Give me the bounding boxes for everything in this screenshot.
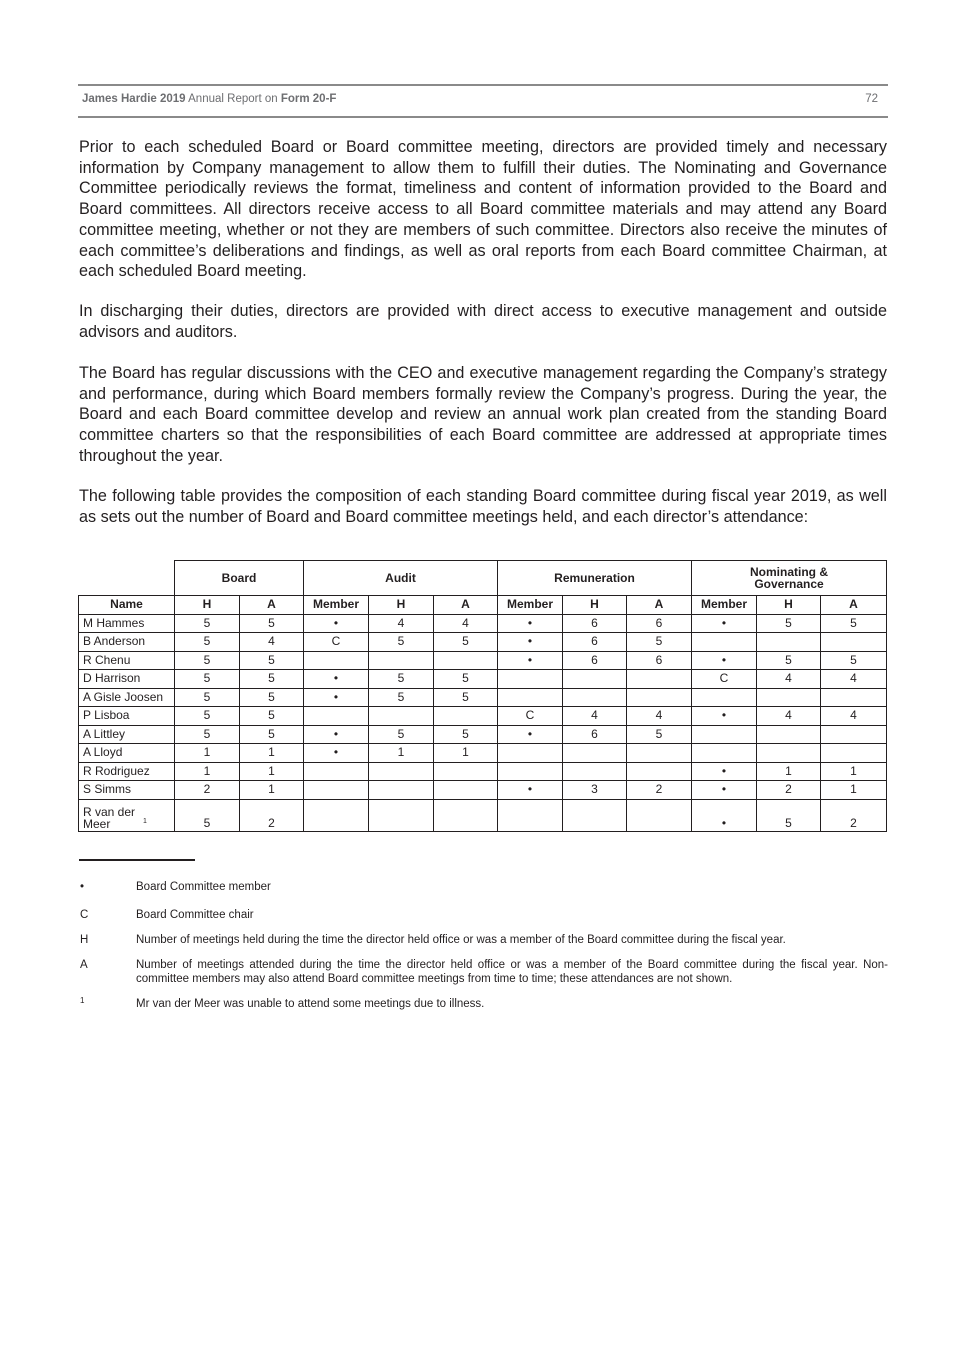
table-cell: 1	[240, 781, 304, 800]
table-cell	[563, 688, 627, 707]
table-cell: 4	[757, 670, 821, 689]
table-cell	[627, 744, 692, 763]
table-cell	[692, 725, 757, 744]
table-row	[79, 707, 887, 726]
table-cell: •	[498, 651, 563, 670]
director-name: D Harrison	[79, 670, 175, 689]
table-cell	[821, 744, 887, 763]
table-cell	[498, 688, 563, 707]
column-header: A	[627, 596, 692, 615]
table-cell: •	[304, 688, 369, 707]
table-cell: 5	[627, 725, 692, 744]
table-cell: 5	[175, 725, 240, 744]
footnote-rule	[79, 859, 195, 861]
table-cell: 4	[757, 707, 821, 726]
table-cell: 5	[757, 799, 821, 831]
attendance-table-body	[79, 614, 887, 831]
table-cell: 5	[369, 725, 434, 744]
table-cell	[627, 762, 692, 781]
table-cell	[692, 633, 757, 652]
table-cell	[498, 744, 563, 763]
table-cell: 2	[240, 799, 304, 831]
table-cell: •	[498, 781, 563, 800]
table-cell: 6	[563, 725, 627, 744]
table-row	[79, 633, 887, 652]
table-row	[79, 799, 887, 831]
table-cell: •	[692, 762, 757, 781]
table-cell: 1	[821, 781, 887, 800]
column-header: A	[240, 596, 304, 615]
table-cell: 5	[434, 725, 498, 744]
header-rule-top	[78, 84, 888, 86]
page-header	[82, 93, 878, 105]
table-cell: 1	[175, 762, 240, 781]
table-cell: 5	[175, 799, 240, 831]
table-cell: 5	[757, 651, 821, 670]
table-cell: 6	[563, 614, 627, 633]
table-row	[79, 744, 887, 763]
director-name: A Littley	[79, 725, 175, 744]
table-cell	[498, 762, 563, 781]
column-header: Member	[304, 596, 369, 615]
table-cell	[304, 781, 369, 800]
table-cell: 4	[821, 707, 887, 726]
table-row	[79, 688, 887, 707]
director-name-text: R van der Meer	[83, 804, 136, 831]
table-row	[79, 781, 887, 800]
table-cell: 1	[175, 744, 240, 763]
nominating-governance-label: Nominating & Governance	[750, 564, 828, 591]
table-cell: 5	[240, 614, 304, 633]
table-cell: 5	[240, 707, 304, 726]
table-cell	[563, 670, 627, 689]
table-cell: 5	[821, 651, 887, 670]
legend-text: Number of meetings attended during the time the director held office or was a member of the Board committee during the fiscal year. Non-committee members may also attend Board committee meetings from time to time; these attendances are not shown.	[136, 959, 888, 985]
director-name: A Gisle Joosen	[79, 688, 175, 707]
table-row	[79, 725, 887, 744]
table-cell: 1	[240, 744, 304, 763]
column-header: Member	[498, 596, 563, 615]
table-cell	[434, 707, 498, 726]
table-cell: •	[692, 651, 757, 670]
column-header: A	[434, 596, 498, 615]
table-cell: 5	[369, 633, 434, 652]
table-cell	[434, 762, 498, 781]
table-cell	[627, 799, 692, 831]
table-cell: 6	[563, 651, 627, 670]
table-cell: C	[304, 633, 369, 652]
table-cell: 5	[240, 725, 304, 744]
table-row	[79, 651, 887, 670]
table-cell	[304, 651, 369, 670]
director-name: M Hammes	[79, 614, 175, 633]
director-name: A Lloyd	[79, 744, 175, 763]
table-cell: 4	[240, 633, 304, 652]
attendance-table	[78, 560, 887, 832]
legend-text: Number of meetings held during the time the director held office or was a member of the Board committee during the fiscal year.	[136, 934, 786, 946]
page-number: 72	[865, 93, 878, 105]
table-cell: C	[692, 670, 757, 689]
table-row	[79, 762, 887, 781]
footnote-marker: 1	[143, 817, 147, 825]
paragraph-table-intro: The following table provides the composition of each standing Board committee during fiscal year 2019, as well as sets out the number of Board and Board committee meetings held, and each director’s attendance:	[79, 487, 887, 526]
table-cell	[369, 781, 434, 800]
column-header: A	[821, 596, 887, 615]
table-cell: 2	[627, 781, 692, 800]
table-cell	[369, 651, 434, 670]
column-header-row	[79, 596, 887, 615]
table-cell: 5	[434, 670, 498, 689]
group-header-audit: Audit	[304, 561, 498, 596]
table-cell	[498, 670, 563, 689]
table-cell: 5	[175, 670, 240, 689]
table-cell: •	[498, 614, 563, 633]
table-cell: 4	[627, 707, 692, 726]
table-cell: •	[304, 614, 369, 633]
paragraph-regular-discussions: The Board has regular discussions with the CEO and executive management regarding the Company’s strategy and performance, during which Board members formally review the Company’s progress. During the year, the Board and each Board committee develop and review an annual work plan created from the standing Board committee charters so that the responsibilities of each Board committee are addressed at appropriate times throughout the year.	[79, 364, 887, 465]
blank-corner	[79, 561, 175, 596]
table-cell: 1	[434, 744, 498, 763]
group-header-nominating-governance	[692, 561, 887, 596]
table-cell: 5	[434, 633, 498, 652]
table-cell: •	[692, 707, 757, 726]
table-cell: 5	[627, 633, 692, 652]
table-cell: 1	[821, 762, 887, 781]
table-cell: 5	[369, 670, 434, 689]
table-cell: 5	[175, 688, 240, 707]
director-name: B Anderson	[79, 633, 175, 652]
director-name: S Simms	[79, 781, 175, 800]
table-cell: 6	[563, 633, 627, 652]
table-cell: •	[304, 725, 369, 744]
table-cell: 5	[240, 688, 304, 707]
table-cell: 5	[175, 707, 240, 726]
table-cell	[304, 707, 369, 726]
bullet-icon: •	[80, 881, 85, 893]
table-cell: •	[304, 744, 369, 763]
table-cell: 4	[821, 670, 887, 689]
table-cell: 4	[369, 614, 434, 633]
table-cell	[369, 799, 434, 831]
legend-key: C	[80, 909, 89, 921]
legend-key: A	[80, 959, 88, 971]
column-header: H	[175, 596, 240, 615]
table-cell	[821, 633, 887, 652]
table-cell	[304, 799, 369, 831]
table-cell: 2	[757, 781, 821, 800]
table-cell	[498, 799, 563, 831]
table-cell	[692, 688, 757, 707]
table-cell: •	[498, 633, 563, 652]
table-cell	[692, 744, 757, 763]
table-cell	[757, 633, 821, 652]
column-header: H	[757, 596, 821, 615]
table-cell: 4	[563, 707, 627, 726]
column-header: H	[563, 596, 627, 615]
footnote-marker: 1	[80, 996, 85, 1005]
table-cell	[757, 744, 821, 763]
director-name	[79, 799, 175, 831]
table-cell	[369, 762, 434, 781]
table-row	[79, 670, 887, 689]
table-cell: •	[692, 781, 757, 800]
group-header-row	[79, 561, 887, 596]
table-cell: 5	[175, 614, 240, 633]
table-cell: 6	[627, 651, 692, 670]
header-middle: Annual Report on	[185, 93, 281, 105]
table-cell: 5	[175, 651, 240, 670]
table-cell: 5	[240, 651, 304, 670]
column-header: H	[369, 596, 434, 615]
group-header-remuneration: Remuneration	[498, 561, 692, 596]
director-name: R Chenu	[79, 651, 175, 670]
table-cell: C	[498, 707, 563, 726]
director-name: R Rodriguez	[79, 762, 175, 781]
paragraph-board-information: Prior to each scheduled Board or Board committee meeting, directors are provided timely and necessary information by Company management to allow them to fulfill their duties. The Nominating and Governance Committee periodically reviews the format, timeliness and content of information provided to the Board and Board committees. All directors receive access to all Board committee materials and may attend any Board committee meeting, whether or not they are members of such committee. Directors also receive the minutes of each committee’s deliberations and findings, as well as oral reports from each Board committee Chairman, at each scheduled Board meeting.	[79, 138, 887, 281]
table-cell: 5	[175, 633, 240, 652]
table-cell	[821, 725, 887, 744]
table-cell: 5	[821, 614, 887, 633]
director-name: P Lisboa	[79, 707, 175, 726]
table-cell	[563, 744, 627, 763]
table-cell: •	[692, 614, 757, 633]
table-cell	[757, 725, 821, 744]
table-cell	[434, 799, 498, 831]
table-cell	[627, 670, 692, 689]
table-row	[79, 614, 887, 633]
table-cell: 4	[434, 614, 498, 633]
legend-text: Board Committee chair	[136, 909, 254, 921]
table-cell: 5	[757, 614, 821, 633]
table-cell: 1	[240, 762, 304, 781]
table-cell: 1	[757, 762, 821, 781]
table-cell	[821, 688, 887, 707]
footnote-text: Mr van der Meer was unable to attend some meetings due to illness.	[136, 998, 485, 1010]
table-cell	[563, 762, 627, 781]
table-cell: 3	[563, 781, 627, 800]
legend-key: H	[80, 934, 89, 946]
table-cell: 6	[627, 614, 692, 633]
legend-text: Board Committee member	[136, 881, 271, 893]
table-cell	[369, 707, 434, 726]
table-cell: 5	[369, 688, 434, 707]
table-cell	[627, 688, 692, 707]
table-cell: 2	[821, 799, 887, 831]
group-header-board: Board	[175, 561, 304, 596]
paragraph-direct-access: In discharging their duties, directors are provided with direct access to executive management and outside advisors and auditors.	[79, 302, 887, 341]
column-header: Member	[692, 596, 757, 615]
table-cell: 2	[175, 781, 240, 800]
table-cell: 1	[369, 744, 434, 763]
table-cell	[434, 651, 498, 670]
table-cell: •	[692, 799, 757, 831]
table-cell	[563, 799, 627, 831]
header-form: Form 20-F	[280, 93, 337, 105]
header-company: James Hardie 2019	[82, 93, 186, 105]
column-header: Name	[79, 596, 175, 615]
table-cell: •	[498, 725, 563, 744]
table-cell	[434, 781, 498, 800]
table-cell: •	[304, 670, 369, 689]
table-cell	[304, 762, 369, 781]
table-cell: 5	[434, 688, 498, 707]
header-rule-bottom	[78, 116, 888, 118]
table-cell	[757, 688, 821, 707]
table-cell: 5	[240, 670, 304, 689]
